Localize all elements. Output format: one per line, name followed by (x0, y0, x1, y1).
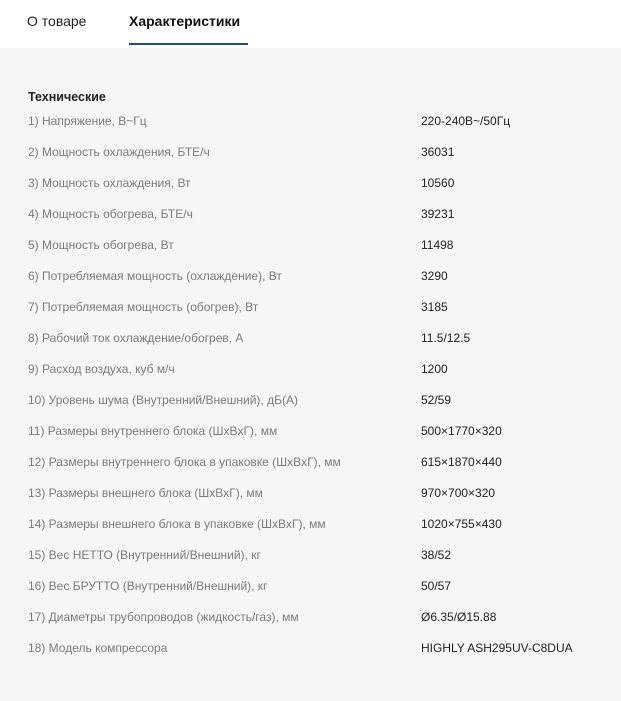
tab-about[interactable]: О товаре (27, 13, 87, 29)
spec-value: 500×1770×320 (421, 424, 502, 438)
spec-label: 12) Размеры внутреннего блока в упаковке (ШxВxГ), мм (28, 455, 341, 469)
spec-row (0, 516, 621, 547)
spec-value: 38/52 (421, 548, 452, 562)
spec-value: 3290 (421, 269, 448, 283)
spec-label: 11) Размеры внутреннего блока (ШxВxГ), мм (28, 424, 278, 438)
spec-row (0, 392, 621, 423)
spec-label: 15) Вес НЕТТО (Внутренний/Внешний), кг (28, 548, 261, 562)
spec-row (0, 237, 621, 268)
spec-row (0, 454, 621, 485)
spec-value: 10560 (421, 176, 455, 190)
specs-list (0, 113, 621, 671)
spec-row (0, 361, 621, 392)
spec-row (0, 609, 621, 640)
spec-row (0, 578, 621, 609)
spec-value: 3185 (421, 300, 448, 314)
spec-row (0, 485, 621, 516)
active-tab-indicator (129, 43, 248, 45)
spec-row (0, 330, 621, 361)
spec-row (0, 206, 621, 237)
tab-bar (0, 0, 621, 48)
spec-value: 52/59 (421, 393, 452, 407)
spec-label: 1) Напряжение, В~Гц (28, 114, 147, 128)
spec-value: 1020×755×430 (421, 517, 502, 531)
spec-value: 11498 (421, 238, 454, 252)
spec-label: 6) Потребляемая мощность (охлаждение), Вт (28, 269, 282, 283)
spec-label: 9) Расход воздуха, куб м/ч (28, 362, 175, 376)
spec-row (0, 299, 621, 330)
spec-value: 36031 (421, 145, 455, 159)
spec-label: 3) Мощность охлаждения, Вт (28, 176, 191, 190)
spec-row (0, 144, 621, 175)
section-title: Технические (28, 90, 106, 104)
spec-label: 13) Размеры внешнего блока (ШxВxГ), мм (28, 486, 263, 500)
spec-value: 220-240В~/50Гц (421, 114, 511, 128)
spec-value: 1200 (421, 362, 448, 376)
spec-label: 10) Уровень шума (Внутренний/Внешний), дБ(А) (28, 393, 298, 407)
spec-row (0, 113, 621, 144)
spec-label: 18) Модель компрессора (28, 641, 168, 655)
spec-label: 4) Мощность обогрева, БТЕ/ч (28, 207, 193, 221)
spec-value: Ø6.35/Ø15.88 (421, 610, 497, 624)
spec-label: 16) Вес БРУТТО (Внутренний/Внешний), кг (28, 579, 268, 593)
spec-value: 11.5/12.5 (421, 331, 471, 345)
spec-label: 7) Потребляемая мощность (обогрев), Вт (28, 300, 259, 314)
spec-value: 50/57 (421, 579, 452, 593)
spec-value: 970×700×320 (421, 486, 496, 500)
spec-label: 17) Диаметры трубопроводов (жидкость/газ), мм (28, 610, 299, 624)
spec-row (0, 268, 621, 299)
spec-label: 8) Рабочий ток охлаждение/обогрев, А (28, 331, 244, 345)
tab-specs[interactable]: Характеристики (129, 13, 241, 29)
spec-label: 14) Размеры внешнего блока в упаковке (ШxВxГ), мм (28, 517, 326, 531)
spec-label: 5) Мощность обогрева, Вт (28, 238, 174, 252)
spec-label: 2) Мощность охлаждения, БТЕ/ч (28, 145, 210, 159)
spec-row (0, 175, 621, 206)
spec-row (0, 640, 621, 671)
spec-value: 39231 (421, 207, 455, 221)
spec-row (0, 423, 621, 454)
spec-value: HIGHLY ASH295UV-C8DUA (421, 641, 573, 655)
spec-value: 615×1870×440 (421, 455, 502, 469)
spec-row (0, 547, 621, 578)
